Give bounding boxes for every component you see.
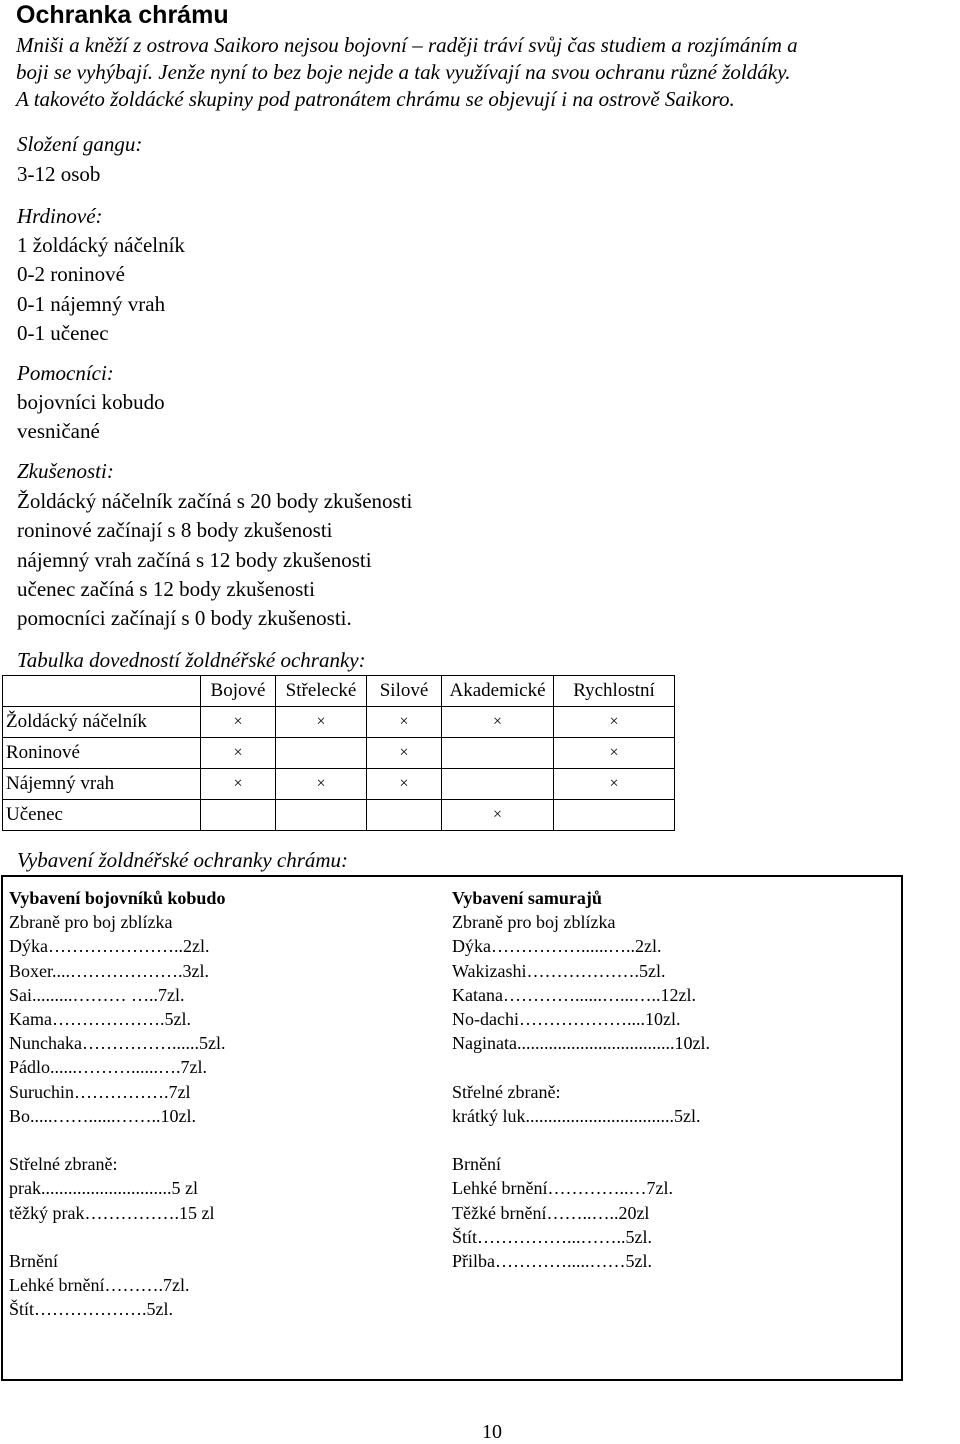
gang-list [17, 160, 100, 189]
equipment-heading: Vybavení bojovníků kobudo [9, 888, 226, 908]
intro-paragraph [16, 32, 956, 113]
equipment-line: Dýka……………......…..2zl. [452, 936, 662, 957]
helpers-heading: Pomocníci: [17, 361, 114, 385]
equipment-line: Bo.....……......……..10zl. [9, 1105, 196, 1126]
list-item: roninové začínají s 8 body zkušenosti [17, 518, 333, 543]
skill-mark: × [367, 738, 442, 769]
equipment-line: Štít……………...……..5zl. [452, 1226, 653, 1247]
equipment-line: No-dachi………………....10zl. [452, 1009, 681, 1030]
skill-mark: × [367, 769, 442, 800]
experience-list [17, 487, 412, 633]
row-label: Roninové [3, 738, 201, 769]
table-row [3, 769, 675, 800]
equipment-line: Brnění [9, 1251, 58, 1272]
skill-mark [442, 738, 554, 769]
skill-mark: × [367, 707, 442, 738]
column-header: Bojové [201, 676, 276, 707]
equipment-line: krátký luk.................................5zl. [452, 1105, 701, 1126]
equipment-spacer [452, 1128, 710, 1152]
skill-mark: × [201, 769, 276, 800]
column-header: Silové [367, 676, 442, 707]
intro-line: A takovéto žoldácké skupiny pod patronátem chrámu se objevují i na ostrově Saikoro. [16, 87, 735, 111]
equipment-line: Kama……………….5zl. [9, 1009, 191, 1030]
equipment-line: těžký prak…………….15 zl [9, 1202, 215, 1223]
equipment-spacer [9, 1128, 225, 1152]
skill-mark [442, 769, 554, 800]
list-item: pomocníci začínají s 0 body zkušenosti. [17, 606, 352, 631]
skill-mark [554, 800, 675, 831]
equipment-line: Naginata...................................10zl. [452, 1033, 710, 1054]
gang-heading: Složení gangu: [17, 132, 143, 156]
list-item: 1 žoldácký náčelník [17, 233, 185, 257]
equipment-line: Zbraně pro boj zblízka [452, 912, 616, 933]
equipment-line: Wakizashi……………….5zl. [452, 960, 666, 981]
list-item: nájemný vrah začíná s 12 body zkušenosti [17, 547, 372, 572]
equipment-line: Lehké brnění…………..…7zl. [452, 1178, 673, 1199]
equipment-heading: Vybavení samurajů [452, 888, 602, 908]
helpers-list [17, 388, 165, 447]
intro-line: boji se vyhýbají. Jenže nyní to bez boje nejde a tak využívají na svou ochranu různé žoldáky. [16, 60, 791, 84]
list-item: Žoldácký náčelník začíná s 20 body zkušenosti [17, 489, 413, 513]
intro-line: Mniši a kněží z ostrova Saikoro nejsou bojovní – raději tráví svůj čas studiem a rozjímáním a [16, 33, 798, 57]
samurai-equipment-list [452, 886, 710, 1273]
skill-mark: × [201, 707, 276, 738]
row-label: Nájemný vrah [3, 769, 201, 800]
heroes-list [17, 231, 185, 348]
skill-mark: × [554, 769, 675, 800]
equipment-line: Zbraně pro boj zblízka [9, 912, 173, 933]
heroes-heading: Hrdinové: [17, 204, 103, 228]
equipment-spacer [9, 1225, 225, 1249]
skill-mark [276, 800, 367, 831]
column-header: Rychlostní [554, 676, 675, 707]
equipment-line: Brnění [452, 1154, 501, 1175]
table-header-row [3, 676, 675, 707]
table-corner-cell [3, 676, 201, 707]
equipment-line: Přilba………….....……5zl. [452, 1251, 652, 1272]
skills-table-title: Tabulka dovedností žoldnéřské ochranky: [17, 648, 366, 672]
skill-mark: × [201, 738, 276, 769]
list-item: vesničané [17, 419, 100, 444]
page-title: Ochranka chrámu [16, 1, 229, 29]
skill-mark: × [442, 707, 554, 738]
table-row [3, 738, 675, 769]
skill-mark: × [442, 800, 554, 831]
equipment-line: Nunchaka……………......5zl. [9, 1033, 226, 1054]
equipment-line: Lehké brnění……….7zl. [9, 1275, 190, 1296]
equipment-title: Vybavení žoldnéřské ochranky chrámu: [17, 848, 349, 872]
equipment-line: Suruchin…………….7zl [9, 1081, 191, 1102]
skill-mark [276, 738, 367, 769]
skill-mark: × [554, 707, 675, 738]
equipment-line: Sai.........……… …..7zl. [9, 984, 185, 1005]
list-item: 0-1 učenec [17, 320, 109, 345]
list-item: učenec začíná s 12 body zkušenosti [17, 576, 315, 601]
equipment-line: Střelné zbraně: [9, 1154, 118, 1175]
column-header: Střelecké [276, 676, 367, 707]
equipment-line: Těžké brnění……..…..20zl [452, 1202, 650, 1223]
skill-mark: × [276, 769, 367, 800]
equipment-line: Pádlo......………......….7zl. [9, 1057, 207, 1078]
equipment-line: Katana…………......…...…..12zl. [452, 984, 696, 1005]
skill-mark [367, 800, 442, 831]
table-row [3, 800, 675, 831]
row-label: Žoldácký náčelník [3, 707, 201, 738]
experience-heading: Zkušenosti: [17, 459, 114, 483]
page-number: 10 [482, 1421, 502, 1443]
column-header: Akademické [442, 676, 554, 707]
skill-mark: × [554, 738, 675, 769]
equipment-line: Boxer....……………….3zl. [9, 960, 209, 981]
list-item: 0-2 roninové [17, 262, 125, 287]
list-item: bojovníci kobudo [17, 390, 165, 414]
kobudo-equipment-list [9, 886, 225, 1322]
skill-mark [201, 800, 276, 831]
skills-table [2, 675, 675, 831]
skill-mark: × [276, 707, 367, 738]
table-row [3, 707, 675, 738]
row-label: Učenec [3, 800, 201, 831]
list-item: 3-12 osob [17, 162, 101, 186]
equipment-spacer [452, 1055, 710, 1079]
equipment-line: Štít……………….5zl. [9, 1299, 174, 1320]
equipment-line: Střelné zbraně: [452, 1081, 561, 1102]
equipment-line: Dýka…………………..2zl. [9, 936, 210, 957]
list-item: 0-1 nájemný vrah [17, 291, 166, 316]
equipment-line: prak.............................5 zl [9, 1178, 198, 1199]
